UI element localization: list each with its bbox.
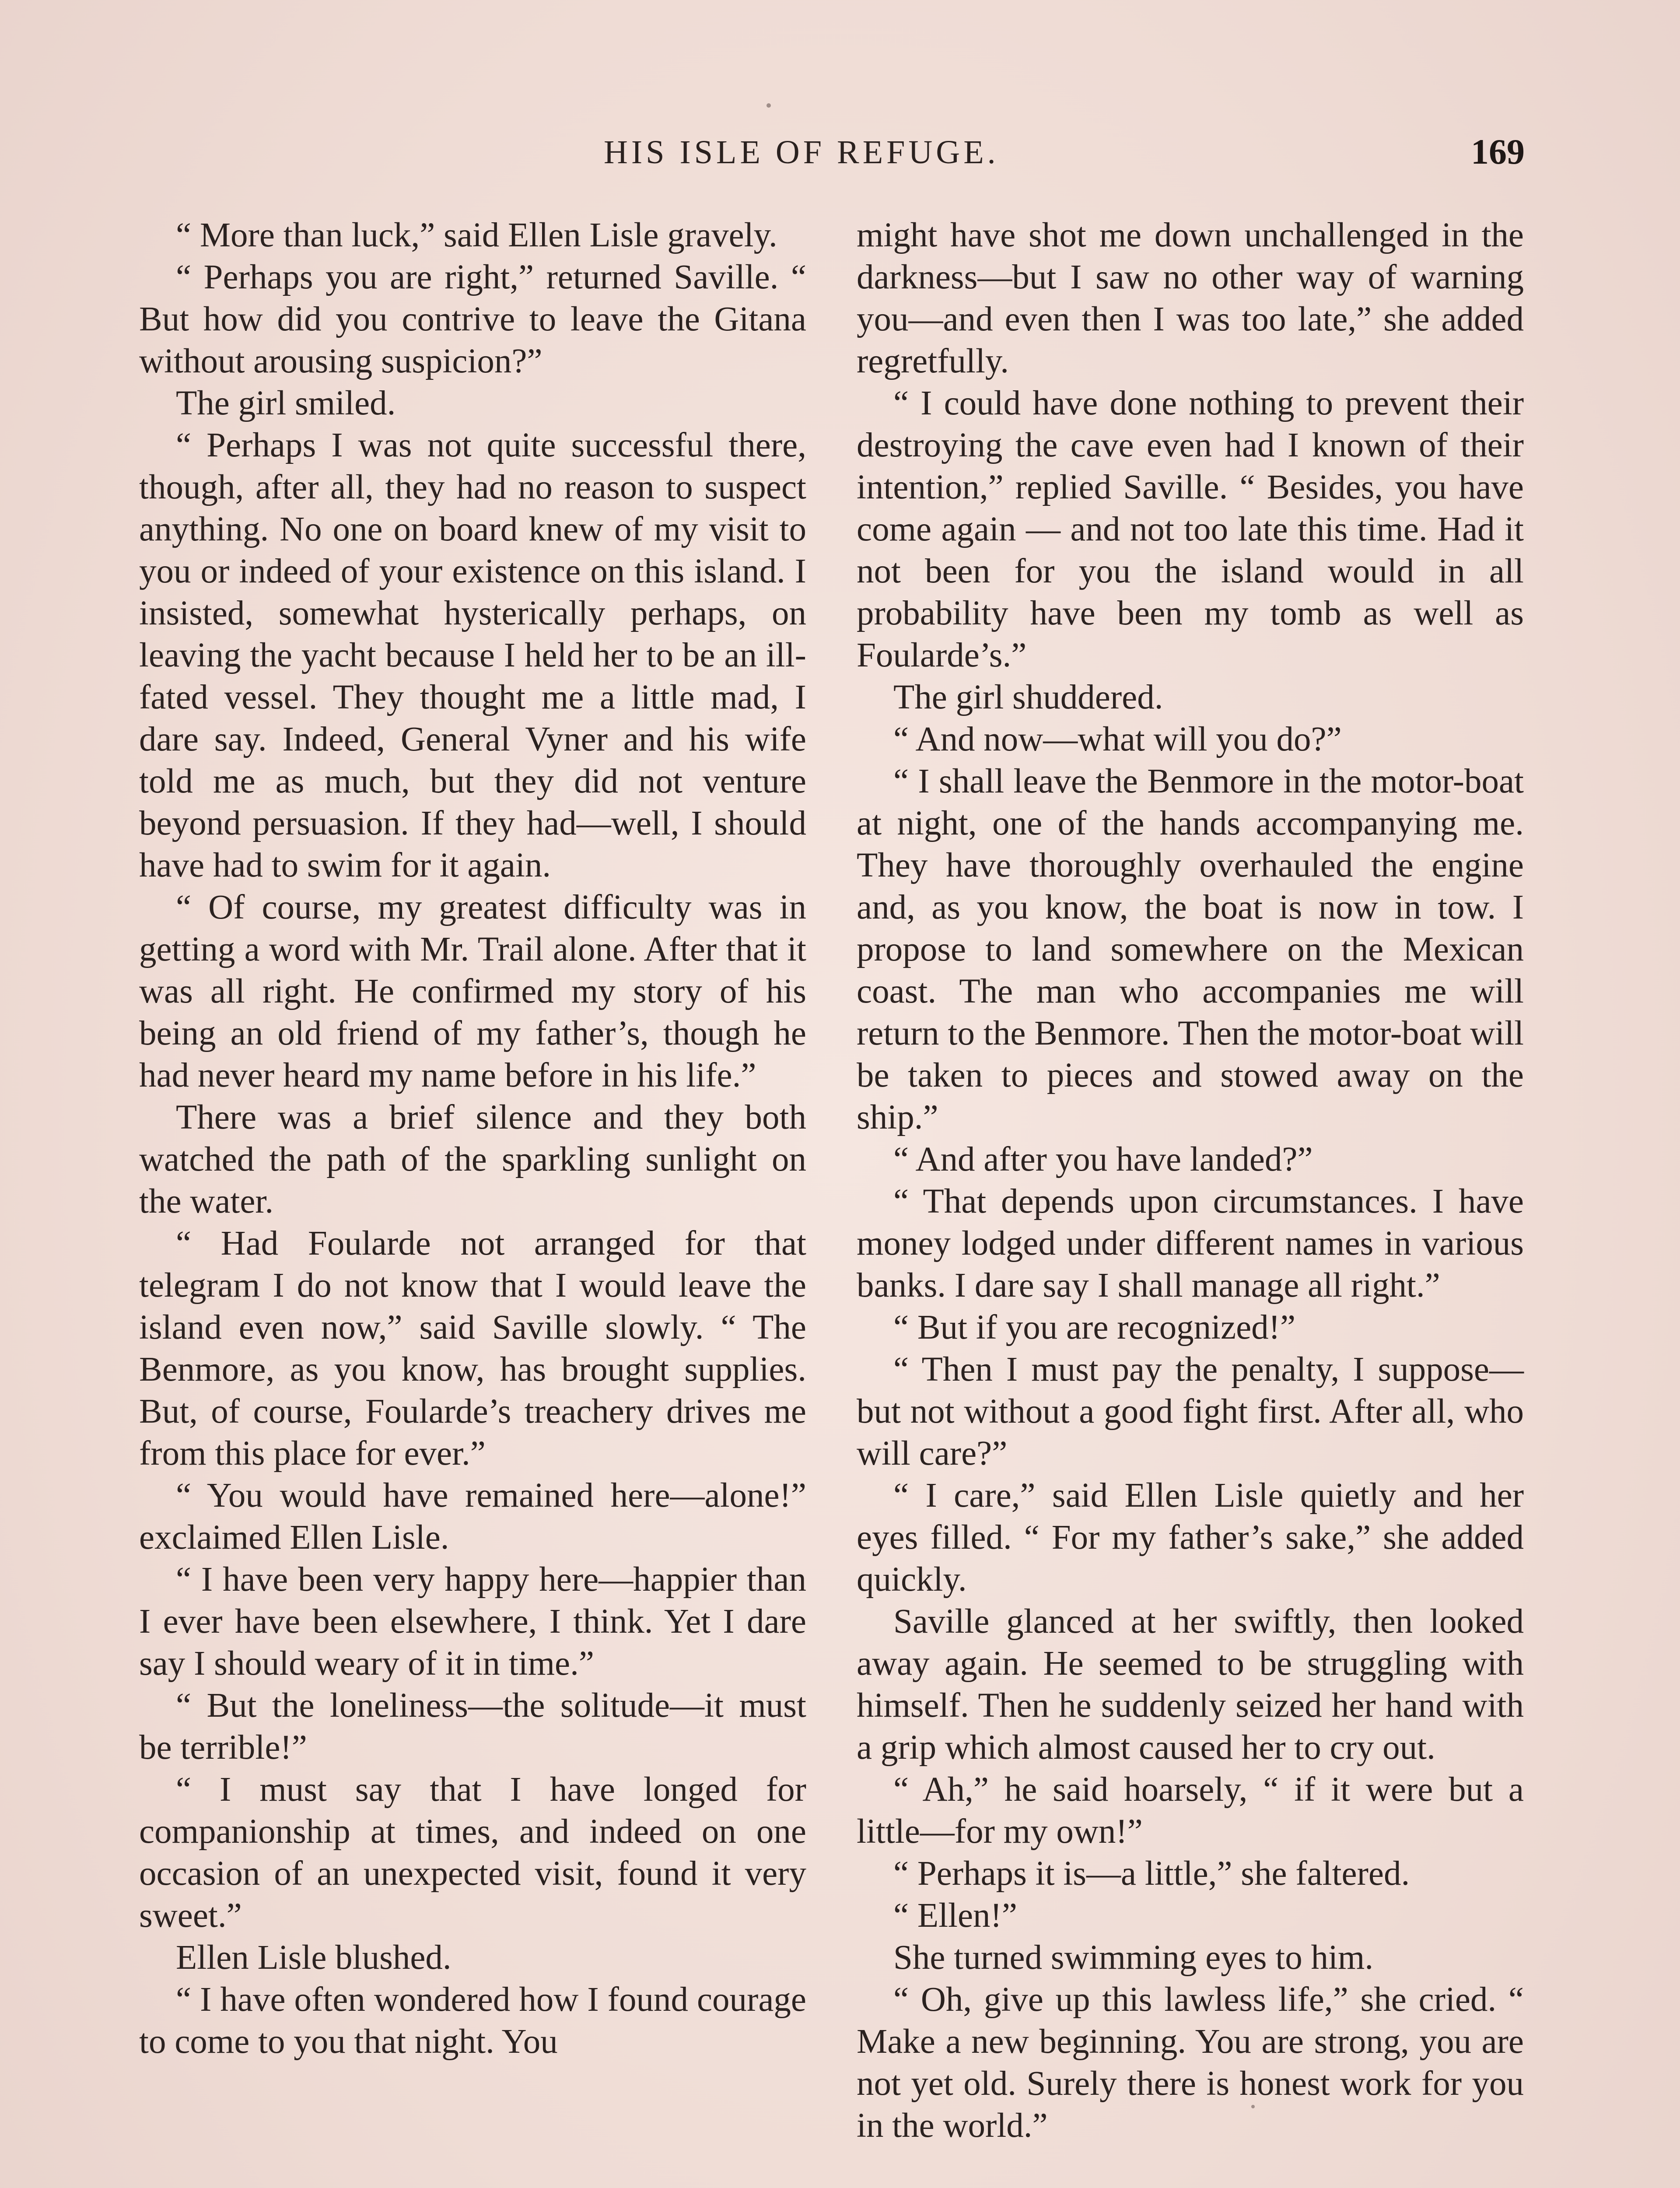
- paragraph: “ Ellen!”: [893, 1897, 1017, 1935]
- paragraph: “ Perhaps you are right,” returned Saville. “ But how did you contrive to leave the Gitana without arousing suspicion?”: [139, 258, 806, 380]
- page-number: 169: [1471, 132, 1525, 172]
- paragraph: “ I could have done nothing to prevent their destroying the cave even had I known of their intention,” replied Saville. “ Besides, you have come again — and not too late this time. Had it not been for you the island would in all probability have been my tomb as well as Foularde’s.”: [857, 384, 1524, 674]
- paragraph: “ Of course, my greatest difficulty was in getting a word with Mr. Trail alone. After that it was all right. He confirmed my story of his being an old friend of my father’s, though he had never heard my name before in his life.”: [139, 888, 806, 1094]
- paragraph: Ellen Lisle blushed.: [176, 1939, 452, 1977]
- ink-speck: [766, 103, 771, 108]
- paragraph: There was a brief silence and they both watched the path of the sparkling sunlight on the water.: [139, 1098, 806, 1220]
- paragraph: “ Oh, give up this lawless life,” she cried. “ Make a new beginning. You are strong, you are not yet old. Surely there is honest work for you in the world.”: [857, 1981, 1524, 2145]
- ink-speck: [1251, 2105, 1255, 2108]
- paragraph: “ You would have remained here—alone!” exclaimed Ellen Lisle.: [139, 1476, 806, 1557]
- paragraph: “ Then I must pay the penalty, I suppose—but not without a good fight first. After all, who will care?”: [857, 1350, 1524, 1473]
- paragraph: “ I care,” said Ellen Lisle quietly and her eyes filled. “ For my father’s sake,” she added quickly.: [857, 1476, 1524, 1599]
- paragraph: “ That depends upon circumstances. I have money lodged under different names in various banks. I dare say I shall manage all right.”: [857, 1182, 1524, 1304]
- paragraph: “ And after you have landed?”: [893, 1140, 1313, 1178]
- left-text-column: [139, 214, 806, 2063]
- paragraph: “ I must say that I have longed for companionship at times, and indeed on one occasion of an unexpected visit, found it very sweet.”: [139, 1771, 806, 1935]
- paragraph: “ I have been very happy here—happier than I ever have been elsewhere, I think. Yet I dare say I should weary of it in time.”: [139, 1560, 806, 1683]
- paragraph: Saville glanced at her swiftly, then looked away again. He seemed to be struggling with himself. Then he suddenly seized her hand with a grip which almost caused her to cry out.: [857, 1602, 1524, 1767]
- paragraph: She turned swimming eyes to him.: [893, 1939, 1374, 1977]
- running-head: HIS ISLE OF REFUGE.: [604, 134, 999, 171]
- paragraph: “ But the loneliness—the solitude—it must be terrible!”: [139, 1687, 806, 1767]
- paragraph: “ Perhaps I was not quite successful there, though, after all, they had no reason to suspect anything. No one on board knew of my visit to you or indeed of your existence on this island. I insisted, somewhat hysterically perhaps, on leaving the yacht because I held her to be an ill-fated vessel. They thought me a little mad, I dare say. Indeed, General Vyner and his wife told me as much, but they did not venture beyond persuasion. If they had—well, I should have had to swim for it again.: [139, 426, 806, 884]
- right-text-column: [857, 214, 1524, 2147]
- paragraph-continued: might have shot me down unchallenged in the darkness—but I saw no other way of warning you—and even then I was too late,” she added regretfully.: [857, 216, 1524, 380]
- paragraph: “ Perhaps it is—a little,” she faltered.: [893, 1855, 1410, 1893]
- paragraph: “ More than luck,” said Ellen Lisle gravely.: [176, 216, 777, 254]
- paragraph: “ Ah,” he said hoarsely, “ if it were but a little—for my own!”: [857, 1771, 1524, 1851]
- paragraph: “ And now—what will you do?”: [893, 720, 1342, 758]
- paragraph: “ I have often wondered how I found courage to come to you that night. You: [139, 1981, 806, 2061]
- paragraph: The girl smiled.: [176, 384, 396, 422]
- paragraph: “ I shall leave the Benmore in the motor-boat at night, one of the hands accompanying me. They have thoroughly overhauled the engine and, as you know, the boat is now in tow. I propose to land somewhere on the Mexican coast. The man who accompanies me will return to the Benmore. Then the motor-boat will be taken to pieces and stowed away on the ship.”: [857, 762, 1524, 1136]
- paragraph: The girl shuddered.: [893, 678, 1163, 716]
- paragraph: “ Had Foularde not arranged for that telegram I do not know that I would leave the island even now,” said Saville slowly. “ The Benmore, as you know, has brought supplies. But, of course, Foularde’s treachery drives me from this place for ever.”: [139, 1224, 806, 1473]
- paragraph: “ But if you are recognized!”: [893, 1308, 1296, 1346]
